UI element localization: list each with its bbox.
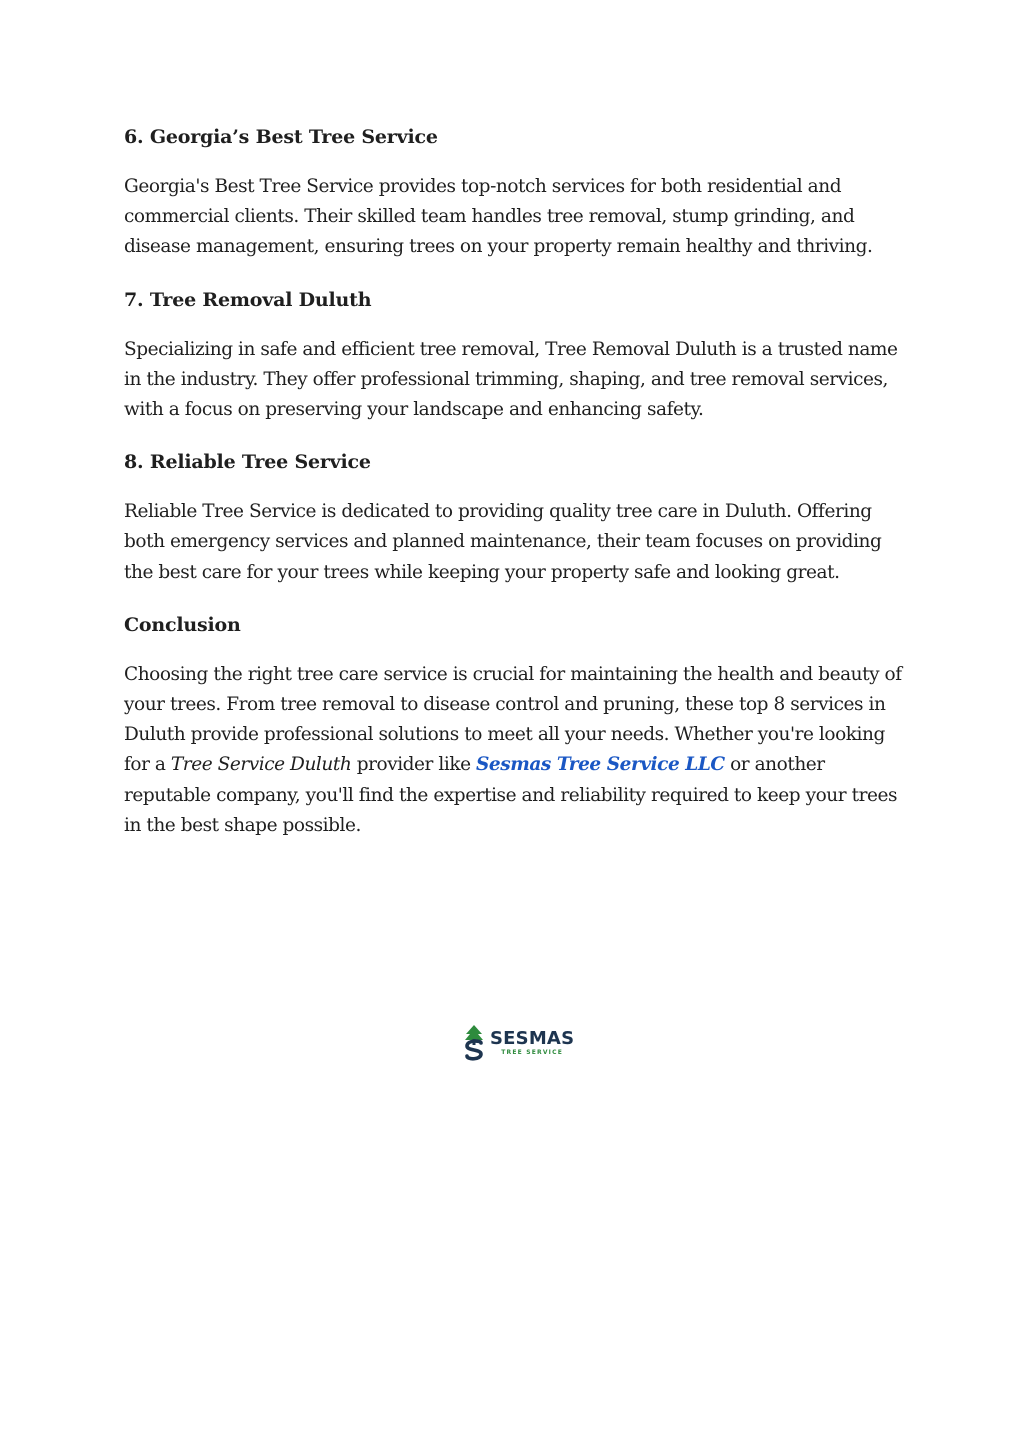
section-heading: 7. Tree Removal Duluth [124,288,372,311]
logo-word: SESMAS [490,1028,575,1049]
logo-subtitle: TREE SERVICE [501,1049,564,1056]
conclusion-section [124,610,904,841]
section-8 [124,447,904,588]
sesmas-tree-service-link[interactable]: Sesmas Tree Service LLC [476,754,725,776]
document-page [124,122,904,863]
conclusion-italic-phrase: Tree Service Duluth [170,754,352,776]
section-body: Specializing in safe and efficient tree removal, Tree Removal Duluth is a trusted name in the industry. They offer professional trimming, shaping, and tree removal services, with a focus on preserving your landscape and enhancing safety. [124,338,898,421]
section-body: Georgia's Best Tree Service provides top-notch services for both residential and commercial clients. Their skilled team handles tree removal, stump grinding, and disease management, ensuring trees on your property remain healthy and thriving. [124,176,873,258]
sesmas-logo [462,1022,576,1064]
conclusion-text-after: or another reputable company, you'll find the expertise and reliability required to keep your trees in the best shape possible. [124,754,898,836]
logo-text [490,1030,574,1056]
section-6 [124,122,904,263]
conclusion-text-before: Choosing the right tree care service is crucial for maintaining the health and beauty of your trees. From tree removal to disease control and pruning, these top 8 services in Duluth provide professional solutions to meet all your needs. Whether you're looking for a [124,663,902,776]
section-7 [124,285,904,426]
conclusion-heading: Conclusion [124,613,241,636]
section-heading: 6. Georgia’s Best Tree Service [124,126,438,148]
section-heading: 8. Reliable Tree Service [124,451,371,474]
conclusion-body [124,660,904,841]
section-body: Reliable Tree Service is dedicated to providing quality tree care in Duluth. Offering both emergency services and planned maintenance, their team focuses on providing the best care for your trees while keeping your property safe and looking great. [124,501,882,583]
tree-shield-icon [462,1023,486,1063]
conclusion-text-middle: provider like [351,754,477,776]
